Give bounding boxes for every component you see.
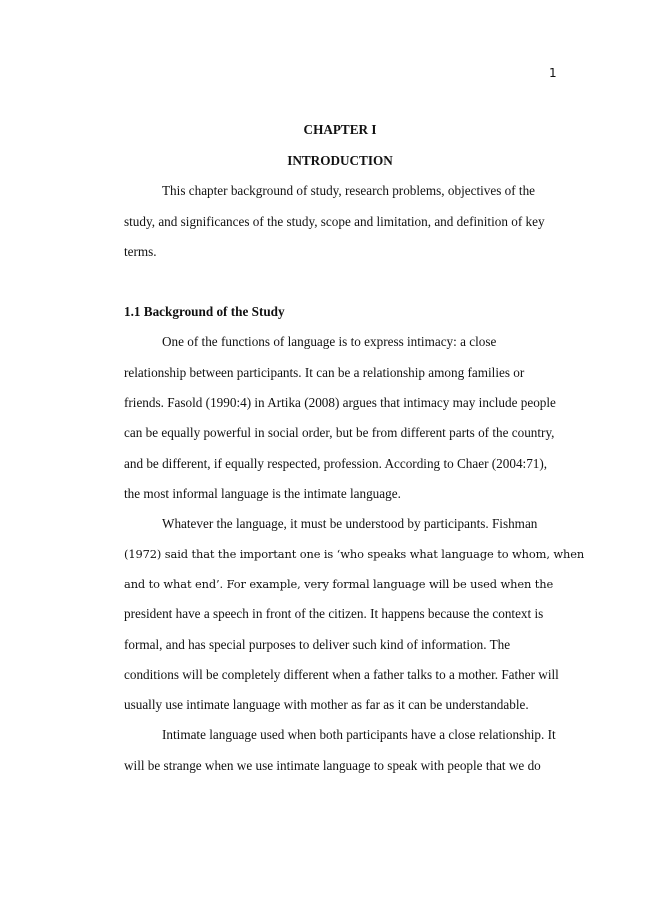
paragraph-line: the most informal language is the intimate language. — [124, 486, 401, 501]
paragraph-line: president have a speech in front of the citizen. It happens because the context is — [124, 606, 544, 621]
paragraph-line: and to what end’. For example, very formal language will be used when the — [124, 577, 554, 591]
paragraph-line: formal, and has special purposes to deliver such kind of information. The — [124, 637, 511, 652]
paragraph-line: Whatever the language, it must be understood by participants. Fishman — [162, 516, 538, 531]
intro-line: This chapter background of study, research problems, objectives of the — [162, 183, 536, 198]
paragraph-line: usually use intimate language with mother as far as it can be understandable. — [124, 697, 529, 712]
paragraph-line: will be strange when we use intimate language to speak with people that we do — [124, 758, 541, 773]
paragraph-line: and be different, if equally respected, profession. According to Chaer (2004:71), — [124, 456, 548, 471]
paragraph-line: can be equally powerful in social order, but be from different parts of the country, — [124, 425, 555, 440]
paragraph-line: relationship between participants. It can be a relationship among families or — [124, 365, 525, 380]
chapter-title: CHAPTER I — [303, 122, 377, 137]
intro-line: terms. — [124, 244, 157, 259]
paragraph-line: (1972) said that the important one is ‘who speaks what language to whom, when — [124, 547, 585, 561]
chapter-subtitle: INTRODUCTION — [287, 153, 393, 168]
section-heading: 1.1 Background of the Study — [124, 304, 285, 319]
page-number: 1 — [549, 66, 557, 80]
paragraph-line: One of the functions of language is to express intimacy: a close — [162, 334, 497, 349]
paragraph-line: conditions will be completely different when a father talks to a mother. Father will — [124, 667, 559, 682]
paragraph-line: Intimate language used when both participants have a close relationship. It — [162, 727, 556, 742]
intro-line: study, and significances of the study, scope and limitation, and definition of key — [124, 214, 545, 229]
paragraph-line: friends. Fasold (1990:4) in Artika (2008) argues that intimacy may include people — [124, 395, 556, 410]
